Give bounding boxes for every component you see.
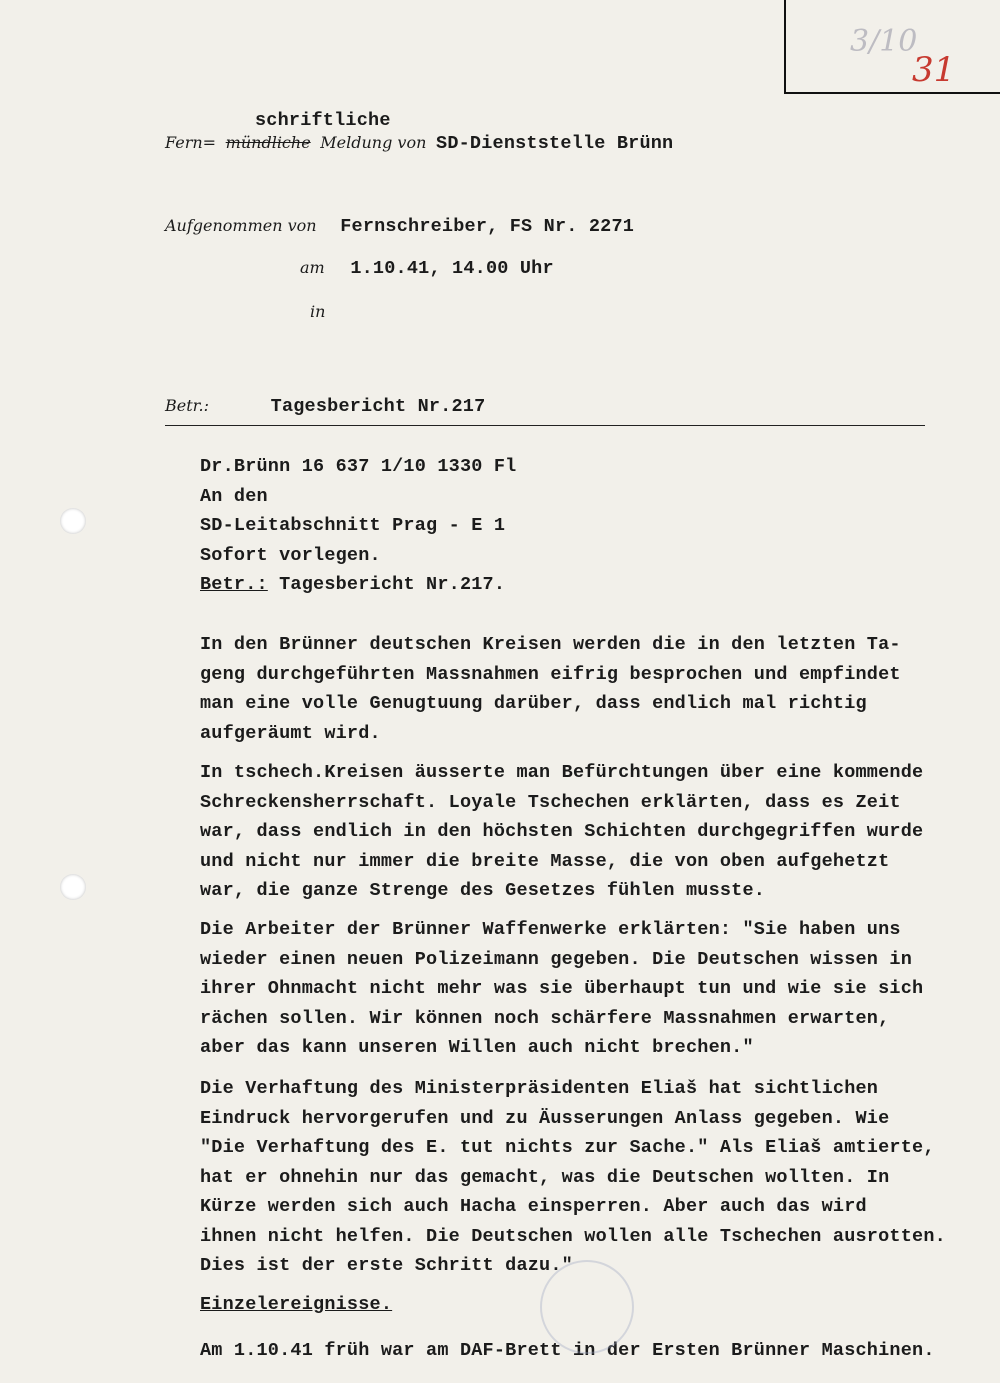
text-line: war, dass endlich in den höchsten Schichten durchgegriffen wurde (200, 821, 924, 842)
address-block (200, 452, 970, 600)
am-value: 1.10.41, 14.00 Uhr (350, 258, 554, 279)
punch-hole-bottom (60, 874, 86, 900)
paragraph-1 (200, 630, 970, 748)
text-line: war, die ganze Strenge des Gesetzes fühlen musste. (200, 880, 766, 901)
am-line (300, 258, 554, 279)
in-label: in (310, 302, 326, 321)
aufgenommen-line (165, 216, 634, 237)
text-line: Kürze werden sich auch Hacha einsperren. Aber auch das wird (200, 1196, 867, 1217)
text-line: und nicht nur immer die breite Masse, die von oben aufgehetzt (200, 850, 890, 872)
text-line: ihrer Ohnmacht nicht mehr was sie überhaupt tun und wie sie sich (200, 978, 924, 999)
text-line: ihnen nicht helfen. Die Deutschen wollen alle Tschechen ausrotten. (200, 1225, 946, 1247)
address-line: SD-Leitabschnitt Prag - E 1 (200, 515, 506, 536)
faint-stamp (540, 1260, 634, 1354)
text-line: aber das kann unseren Willen auch nicht brechen." (200, 1037, 754, 1058)
paragraph-4 (200, 1074, 970, 1281)
paragraph-2 (200, 758, 970, 906)
paragraph-3 (200, 915, 970, 1063)
aufgenommen-value: Fernschreiber, FS Nr. 2271 (340, 216, 635, 237)
text-line: "Die Verhaftung des E. tut nichts zur Sache." Als Eliaš amtierte, (200, 1137, 935, 1158)
am-label: am (300, 258, 325, 277)
address-line: Sofort vorlegen. (200, 544, 381, 566)
meldung-label: Meldung von (320, 133, 427, 152)
address-line: An den (200, 485, 268, 507)
sender: SD-Dienststelle Brünn (436, 133, 674, 154)
text-line: Dies ist der erste Schritt dazu." (200, 1255, 573, 1276)
header-rule (165, 425, 925, 426)
betr2-value: Tagesbericht Nr.217. (279, 574, 506, 595)
betr-line (165, 396, 485, 417)
betr2-line (200, 570, 970, 600)
text-line: geng durchgeführten Massnahmen eifrig besprochen und empfindet (200, 663, 901, 685)
text-line: wieder einen neuen Polizeimann gegeben. Die Deutschen wissen in (200, 948, 913, 970)
betr2-label: Betr.: (200, 574, 268, 595)
text-line: Schreckensherrschaft. Loyale Tschechen erklärten, dass es Zeit (200, 791, 901, 813)
betr-value: Tagesbericht Nr.217 (270, 396, 486, 417)
red-folio-number: 31 (912, 50, 956, 90)
text-line: Die Verhaftung des Ministerpräsidenten Eliaš hat sichtlichen (200, 1078, 879, 1099)
text-line: Am 1.10.41 früh war am DAF-Brett in der Ersten Brünner Maschinen. (200, 1340, 935, 1361)
text-line: Eindruck hervorgerufen und zu Äusserungen Anlass gegeben. Wie (200, 1107, 890, 1129)
address-line: Dr.Brünn 16 637 1/10 1330 Fl (200, 456, 517, 477)
form-prefix: Fern= (165, 133, 217, 152)
pencil-folio-number: 3/10 (850, 24, 918, 59)
text-line: In tschech.Kreisen äusserte man Befürchtungen über eine kommende (200, 762, 924, 783)
text-line: In den Brünner deutschen Kreisen werden die in den letzten Ta- (200, 634, 901, 655)
text-line: aufgeräumt wird. (200, 722, 381, 744)
text-line: Die Arbeiter der Brünner Waffenwerke erklärten: "Sie haben uns (200, 919, 901, 940)
struck-word: mündliche (225, 133, 311, 152)
inserted-word: schriftliche (255, 110, 391, 131)
text-line: man eine volle Genugtuung darüber, dass endlich mal richtig (200, 693, 867, 714)
text-line: rächen sollen. Wir können noch schärfere Massnahmen erwarten, (200, 1007, 890, 1029)
punch-hole-top (60, 508, 86, 534)
report-type-line (165, 133, 673, 154)
aufgenommen-label: Aufgenommen von (165, 216, 317, 235)
betr-label: Betr.: (165, 396, 210, 415)
einzel-heading: Einzelereignisse. (200, 1294, 393, 1315)
text-line: hat er ohnehin nur das gemacht, was die Deutschen wollten. In (200, 1166, 890, 1188)
